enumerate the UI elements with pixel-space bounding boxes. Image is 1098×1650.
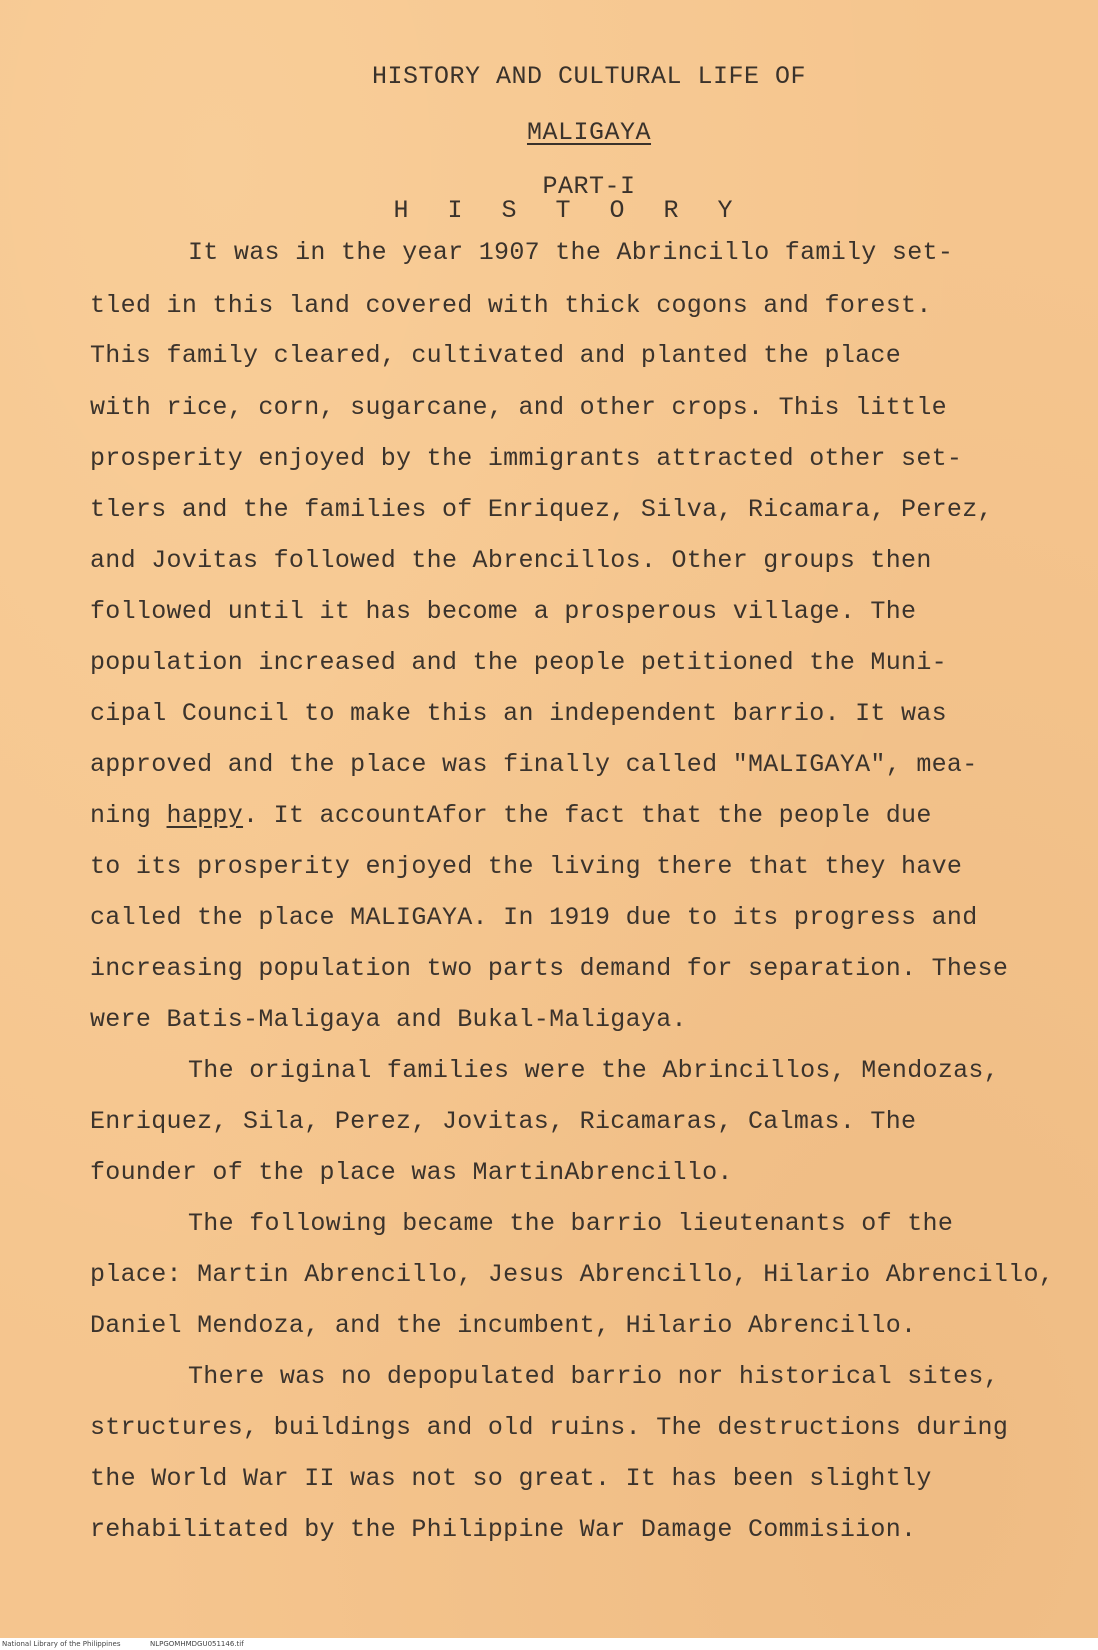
text-line: followed until it has become a prosperous village. The [90,597,917,626]
text-line: place: Martin Abrencillo, Jesus Abrencillo, Hilario Abrencillo, [90,1260,1055,1289]
text-line: The original families were the Abrincillos, Mendozas, [188,1056,1000,1085]
underlined-word: happy [166,801,244,830]
text-line: were Batis-Maligaya and Bukal-Maligaya. [90,1005,687,1034]
section-label: H I S T O R Y [393,196,745,225]
text-line: tlers and the families of Enriquez, Silva, Ricamara, Perez, [90,495,993,524]
text-line: The following became the barrio lieutenants of the [188,1209,954,1238]
text-segment: ning [90,801,167,830]
file-id: NLPGOMHMDGU051146.tif [150,1640,244,1648]
text-line: called the place MALIGAYA. In 1919 due to its progress and [90,903,978,932]
text-line: founder of the place was MartinAbrencillo. [90,1158,733,1187]
text-line: increasing population two parts demand for separation. These [90,954,1009,983]
text-line-with-underline [90,801,932,831]
text-line: population increased and the people petitioned the Muni- [90,648,947,677]
text-line: the World War II was not so great. It has been slightly [90,1464,932,1493]
text-line: This family cleared, cultivated and planted the place [90,341,902,370]
text-line: It was in the year 1907 the Abrincillo family set- [188,238,954,267]
text-line: Daniel Mendoza, and the incumbent, Hilario Abrencillo. [90,1311,917,1340]
text-line: to its prosperity enjoyed the living there that they have [90,852,963,881]
text-line: prosperity enjoyed by the immigrants attracted other set- [90,444,963,473]
text-line: approved and the place was finally called "MALIGAYA", mea- [90,750,978,779]
text-line: Enriquez, Sila, Perez, Jovitas, Ricamaras, Calmas. The [90,1107,917,1136]
text-line: with rice, corn, sugarcane, and other crops. This little [90,393,947,422]
barrio-name-heading: MALIGAYA [526,118,652,147]
part-label: PART-I [542,172,636,201]
text-line: structures, buildings and old ruins. The destructions during [90,1413,1009,1442]
document-title: HISTORY AND CULTURAL LIFE OF [371,62,807,91]
text-line: and Jovitas followed the Abrencillos. Other groups then [90,546,932,575]
text-line: cipal Council to make this an independent barrio. It was [90,699,947,728]
scan-footer [0,1638,1098,1650]
text-line: tled in this land covered with thick cogons and forest. [90,291,932,320]
text-line: There was no depopulated barrio nor historical sites, [188,1362,1000,1391]
library-credit: National Library of the Philippines [2,1640,121,1648]
text-line: rehabilitated by the Philippine War Damage Commisiion. [90,1515,917,1544]
text-segment: . It accountAfor the fact that the people due [243,801,932,830]
